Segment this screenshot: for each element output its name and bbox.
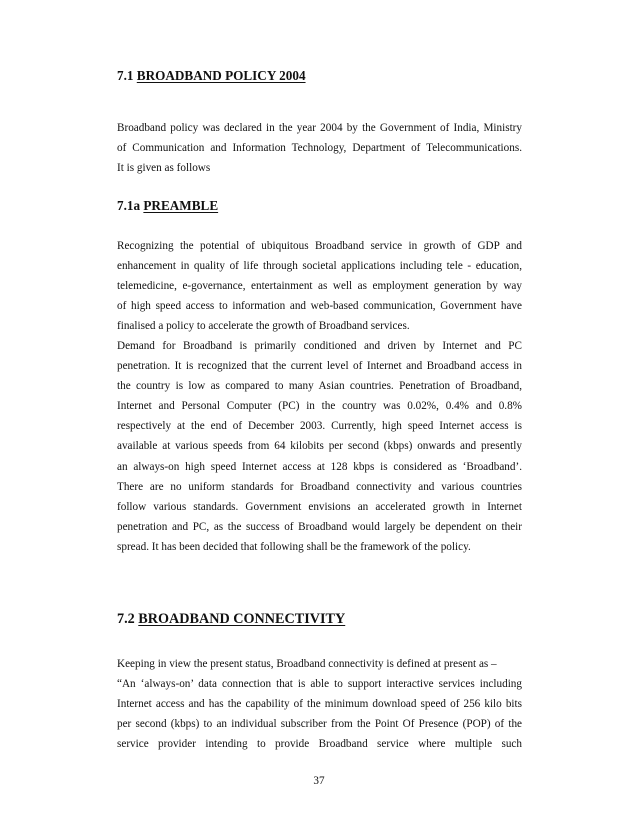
paragraph-line: the country is low as compared to many Asian countries. Penetration of Broadband,: [117, 380, 522, 393]
paragraph-line: penetration and PC, as the success of Broadband would largely be dependent on their: [117, 520, 522, 533]
paragraph-line: respectively at the end of December 2003. Currently, high speed Internet access is: [117, 420, 522, 433]
paragraph-line: enhancement in quality of life through societal applications including tele - education,: [117, 260, 522, 273]
paragraph-line: spread. It has been decided that following shall be the framework of the policy.: [117, 540, 471, 553]
section-7-1-number: 7.1: [117, 68, 134, 83]
paragraph-line: Broadband policy was declared in the year 2004 by the Government of India, Ministry: [117, 122, 522, 134]
preamble-paragraph-2: [117, 336, 522, 557]
section-7-1-paragraph: [117, 118, 522, 178]
paragraph-line: Internet and Personal Computer (PC) in the country was 0.02%, 0.4% and 0.8%: [117, 400, 522, 413]
section-7-1a-heading: [117, 198, 218, 214]
section-7-1-title: BROADBAND POLICY 2004: [136, 68, 306, 83]
paragraph-line: “An ‘always-on’ data connection that is able to support interactive services including: [117, 678, 522, 691]
paragraph-line: finalised a policy to accelerate the growth of Broadband services.: [117, 320, 410, 333]
paragraph-line: It is given as follows: [117, 162, 211, 175]
paragraph-line: Recognizing the potential of ubiquitous Broadband service in growth of GDP and: [117, 240, 522, 252]
section-7-1-heading: [117, 68, 306, 84]
section-7-1a-title: PREAMBLE: [143, 198, 219, 213]
paragraph-line: penetration. It is recognized that the current level of Internet and Broadband access in: [117, 360, 522, 373]
paragraph-line: Demand for Broadband is primarily conditioned and driven by Internet and PC: [117, 340, 522, 352]
paragraph-line: Internet access and has the capability of the minimum download speed of 256 kilo bits: [117, 698, 522, 711]
paragraph-line: telemedicine, e-governance, entertainment as well as employment generation by way: [117, 280, 522, 293]
section-7-2-heading: [117, 610, 345, 628]
section-7-2-number: 7.2: [117, 611, 135, 627]
paragraph-line: per second (kbps) to an individual subscriber from the Point Of Presence (POP) of the: [117, 718, 522, 731]
paragraph-line: service provider intending to provide Broadband service where multiple such: [117, 738, 522, 751]
section-7-1a-number: 7.1a: [117, 198, 141, 213]
paragraph-line: of high speed access to information and web-based communication, Government have: [117, 300, 522, 313]
section-7-2-title: BROADBAND CONNECTIVITY: [138, 611, 346, 627]
paragraph-line: of Communication and Information Technology, Department of Telecommunications.: [117, 142, 522, 155]
page-number: 37: [313, 775, 325, 787]
paragraph-line: an always-on high speed Internet access at 128 kbps is considered as ‘Broadband’.: [117, 460, 522, 473]
paragraph-line: available at various speeds from 64 kilobits per second (kbps) onwards and presently: [117, 440, 522, 453]
paragraph-line: There are no uniform standards for Broadband connectivity and various countries: [117, 480, 522, 493]
section-7-2-paragraph: [117, 654, 522, 754]
preamble-paragraph-1: [117, 236, 522, 336]
paragraph-line: follow various standards. Government envisions an accelerated growth in Internet: [117, 500, 522, 513]
paragraph-line: Keeping in view the present status, Broadband connectivity is defined at present as –: [117, 658, 497, 670]
